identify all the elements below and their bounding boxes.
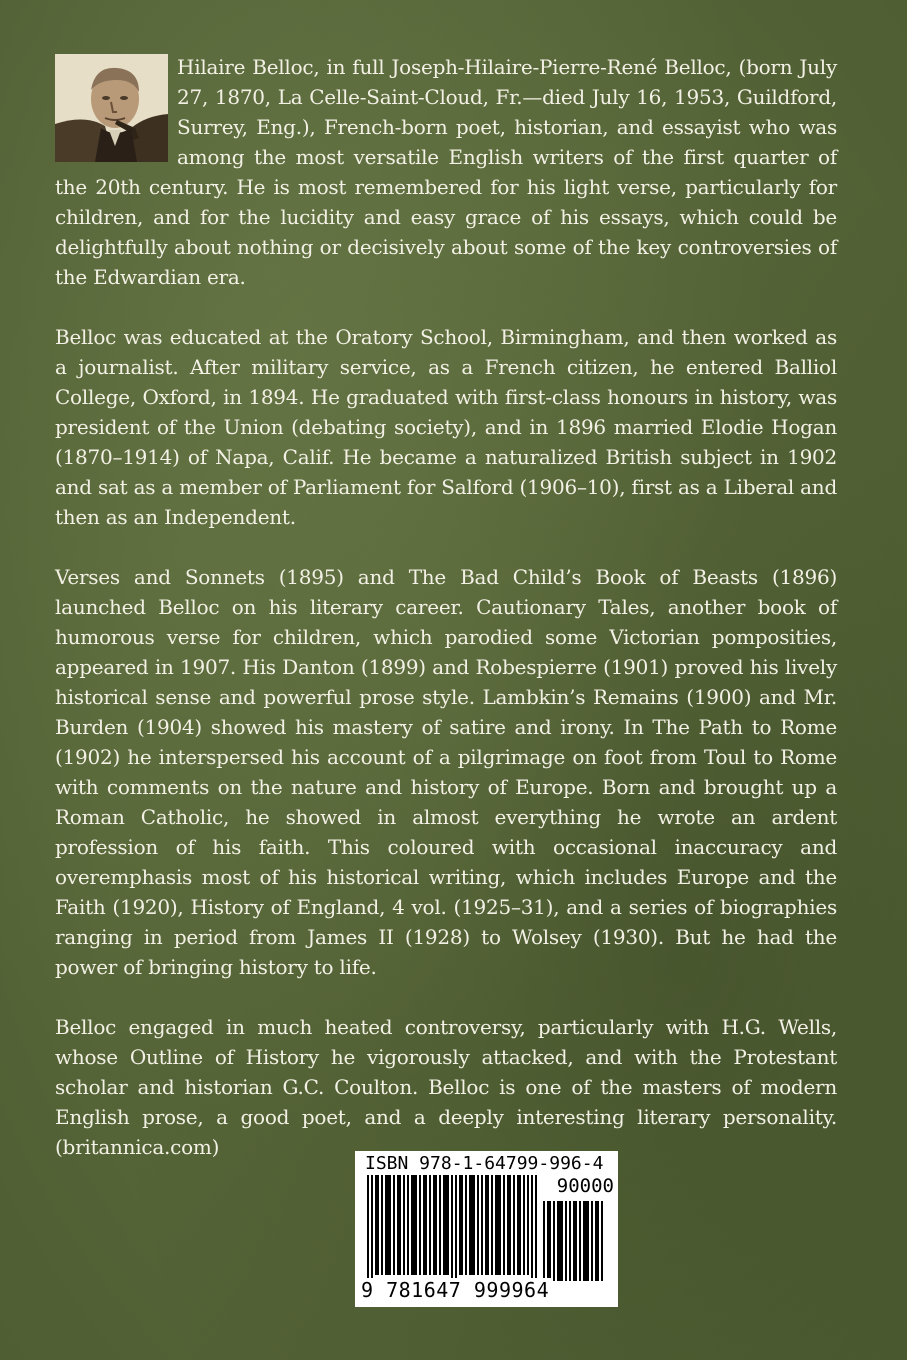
portrait-spacer bbox=[55, 52, 177, 164]
bio-paragraph: Belloc engaged in much heated controversy, particularly with H.G. Wells, whose Outline of History he vigorously attacked, and with the Protestant scholar and historian G.C. Coulton. Belloc is one of the masters of modern English prose, a good poet, and a deeply interesting literary personality. (britannica.com) bbox=[55, 1015, 837, 1159]
ean-digits: 9 781647 999964 bbox=[361, 1278, 550, 1302]
isbn-barcode bbox=[355, 1151, 618, 1307]
ean-bars bbox=[367, 1175, 539, 1281]
author-biography bbox=[55, 52, 837, 1192]
bio-paragraph: Verses and Sonnets (1895) and The Bad Child’s Book of Beasts (1896) launched Belloc on his literary career. Cautionary Tales, another book of humorous verse for children, which parodied some Victorian pomposities, appeared in 1907. His Danton (1899) and Robespierre (1901) proved his lively historical sense and powerful prose style. Lambkin’s Remains (1900) and Mr. Burden (1904) showed his mastery of satire and irony. In The Path to Rome (1902) he interspersed his account of a pilgrimage on foot from Toul to Rome with comments on the nature and history of Europe. Born and brought up a Roman Catholic, he showed in almost everything he wrote an ardent profession of his faith. This coloured with occasional inaccuracy and overemphasis most of his historical writing, which includes Europe and the Faith (1920), History of England, 4 vol. (1925–31), and a series of biographies ranging in period from James II (1928) to Wolsey (1930). But he had the power of bringing history to life. bbox=[55, 565, 837, 979]
bio-paragraph: Hilaire Belloc, in full Joseph-Hilaire-Pierre-René Belloc, (born July 27, 1870, La Celle-Saint-Cloud, Fr.—died July 16, 1953, Guildford, Surrey, Eng.), French-born poet, historian, and essayist who was among the most versatile English writers of the first quarter of the 20th century. He is most remembered for his light verse, particularly for children, and for the lucidity and easy grace of his essays, which could be delightfully about nothing or decisively about some of the key controversies of the Edwardian era. bbox=[55, 55, 837, 289]
bio-paragraph: Belloc was educated at the Oratory School, Birmingham, and then worked as a journalist. After military service, as a French citizen, he entered Balliol College, Oxford, in 1894. He graduated with first-class honours in history, was president of the Union (debating society), and in 1896 married Elodie Hogan (1870–1914) of Napa, Calif. He became a naturalized British subject in 1902 and sat as a member of Parliament for Salford (1906–10), first as a Liberal and then as an Independent. bbox=[55, 325, 837, 529]
price-code: 90000 bbox=[556, 1175, 614, 1197]
isbn-label: ISBN 978-1-64799-996-4 bbox=[365, 1153, 604, 1174]
addon-bars bbox=[543, 1201, 607, 1281]
